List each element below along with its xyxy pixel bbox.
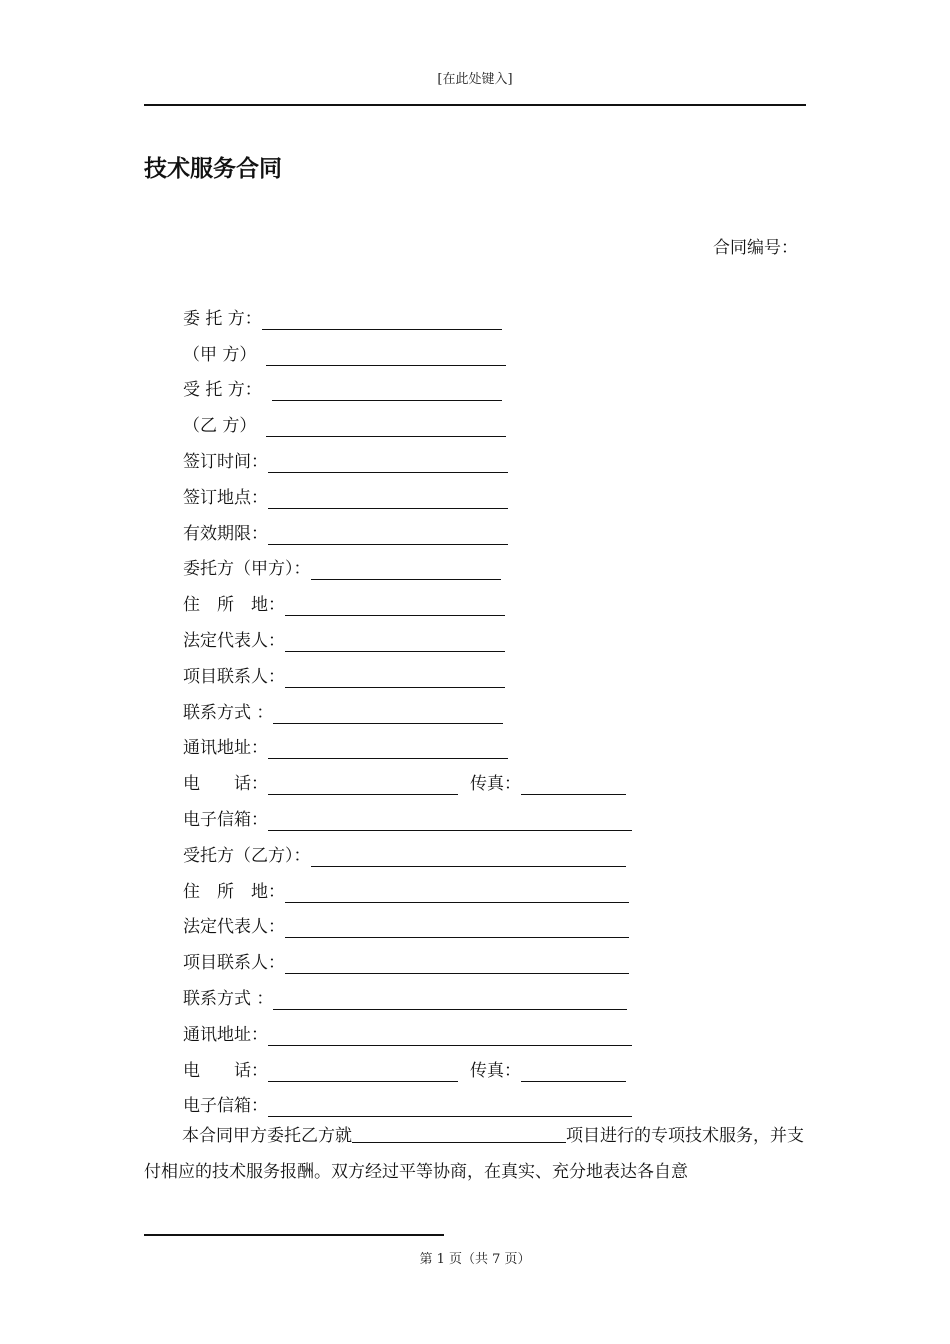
field-row-b-legal-rep bbox=[183, 903, 743, 939]
blank-line[interactable] bbox=[521, 774, 626, 795]
field-row-entrusted-party bbox=[183, 366, 743, 402]
field-label: （乙 方） bbox=[183, 416, 257, 437]
field-label: 有效期限： bbox=[183, 523, 268, 544]
field-label: 受托方（乙方）： bbox=[183, 845, 311, 866]
blank-line[interactable] bbox=[285, 595, 505, 616]
field-label: 项目联系人： bbox=[183, 953, 285, 974]
field-row-a-project-contact bbox=[183, 652, 743, 688]
blank-line[interactable] bbox=[272, 380, 502, 401]
blank-line[interactable] bbox=[268, 524, 508, 545]
blank-line[interactable] bbox=[262, 309, 502, 330]
field-row-a-legal-rep bbox=[183, 616, 743, 652]
field-row-signing-place bbox=[183, 473, 743, 509]
blank-line[interactable] bbox=[285, 953, 629, 974]
field-label: 签订地点： bbox=[183, 487, 268, 508]
contract-intro-paragraph bbox=[144, 1118, 806, 1190]
field-row-validity-period bbox=[183, 509, 743, 545]
field-row-signing-time bbox=[183, 437, 743, 473]
field-row-party-b bbox=[183, 401, 743, 437]
field-label: 电子信箱： bbox=[183, 1096, 268, 1117]
field-label: 通讯地址： bbox=[183, 1024, 268, 1045]
blank-line[interactable] bbox=[285, 667, 505, 688]
blank-line[interactable] bbox=[285, 917, 629, 938]
field-label: 住 所 地： bbox=[183, 881, 285, 902]
blank-line[interactable] bbox=[285, 882, 629, 903]
field-label: 联系方式 ： bbox=[183, 988, 274, 1009]
blank-line[interactable] bbox=[268, 810, 632, 831]
blank-line[interactable] bbox=[273, 989, 627, 1010]
blank-line[interactable] bbox=[268, 1061, 458, 1082]
field-row-party-b-heading bbox=[183, 831, 743, 867]
field-row-a-email bbox=[183, 795, 743, 831]
fax-label: 传真： bbox=[470, 774, 521, 795]
field-label: 法定代表人： bbox=[183, 917, 285, 938]
contract-fields bbox=[183, 294, 743, 1117]
field-label: 委 托 方： bbox=[183, 308, 262, 329]
paragraph-text-rest: 项目进行的专项技术服务，并支付相应的技术服务报酬。双方经过平等协商，在真实、充分地表达各自意 bbox=[144, 1126, 804, 1182]
blank-line[interactable] bbox=[268, 488, 508, 509]
field-row-b-email bbox=[183, 1082, 743, 1118]
field-row-a-address bbox=[183, 580, 743, 616]
blank-line[interactable] bbox=[268, 452, 508, 473]
field-row-b-project-contact bbox=[183, 938, 743, 974]
field-label: 住 所 地： bbox=[183, 595, 285, 616]
field-label: 受 托 方： bbox=[183, 380, 262, 401]
fax-label: 传真： bbox=[470, 1060, 521, 1081]
field-label: 电 话： bbox=[183, 774, 268, 795]
blank-line[interactable] bbox=[268, 738, 508, 759]
blank-line[interactable] bbox=[268, 774, 458, 795]
blank-line[interactable] bbox=[266, 345, 506, 366]
field-label: 项目联系人： bbox=[183, 666, 285, 687]
field-row-party-a-heading bbox=[183, 545, 743, 581]
field-row-b-mailing-address bbox=[183, 1010, 743, 1046]
field-row-a-contact-method bbox=[183, 688, 743, 724]
field-label: 签订时间： bbox=[183, 451, 268, 472]
field-label: 电 话： bbox=[183, 1060, 268, 1081]
field-row-b-contact-method bbox=[183, 974, 743, 1010]
paragraph-text-start: 本合同甲方委托乙方就 bbox=[182, 1126, 352, 1146]
field-label: 电子信箱： bbox=[183, 809, 268, 830]
field-label: 联系方式 ： bbox=[183, 702, 274, 723]
blank-line[interactable] bbox=[268, 1025, 632, 1046]
blank-line[interactable] bbox=[273, 703, 503, 724]
project-name-blank[interactable] bbox=[352, 1122, 566, 1143]
footnote-rule bbox=[144, 1234, 444, 1236]
field-label: （甲 方） bbox=[183, 344, 257, 365]
field-label: 委托方（甲方）： bbox=[183, 559, 311, 580]
field-row-b-address bbox=[183, 867, 743, 903]
blank-line[interactable] bbox=[285, 631, 505, 652]
blank-line[interactable] bbox=[521, 1061, 626, 1082]
field-row-entrusting-party bbox=[183, 294, 743, 330]
page-number: 第 1 页（共 7 页） bbox=[419, 1252, 531, 1267]
field-label: 法定代表人： bbox=[183, 630, 285, 651]
blank-line[interactable] bbox=[311, 559, 501, 580]
blank-line[interactable] bbox=[266, 416, 506, 437]
blank-line[interactable] bbox=[311, 846, 626, 867]
document-title: 技术服务合同 bbox=[144, 156, 282, 182]
contract-number-label: 合同编号： bbox=[713, 238, 798, 258]
field-row-party-a bbox=[183, 330, 743, 366]
field-row-a-mailing-address bbox=[183, 724, 743, 760]
page-header: [在此处键入] bbox=[437, 72, 513, 87]
blank-line[interactable] bbox=[268, 1096, 632, 1117]
field-row-b-phone bbox=[183, 1046, 743, 1082]
field-label: 通讯地址： bbox=[183, 738, 268, 759]
field-row-a-phone bbox=[183, 759, 743, 795]
header-rule bbox=[144, 104, 806, 106]
